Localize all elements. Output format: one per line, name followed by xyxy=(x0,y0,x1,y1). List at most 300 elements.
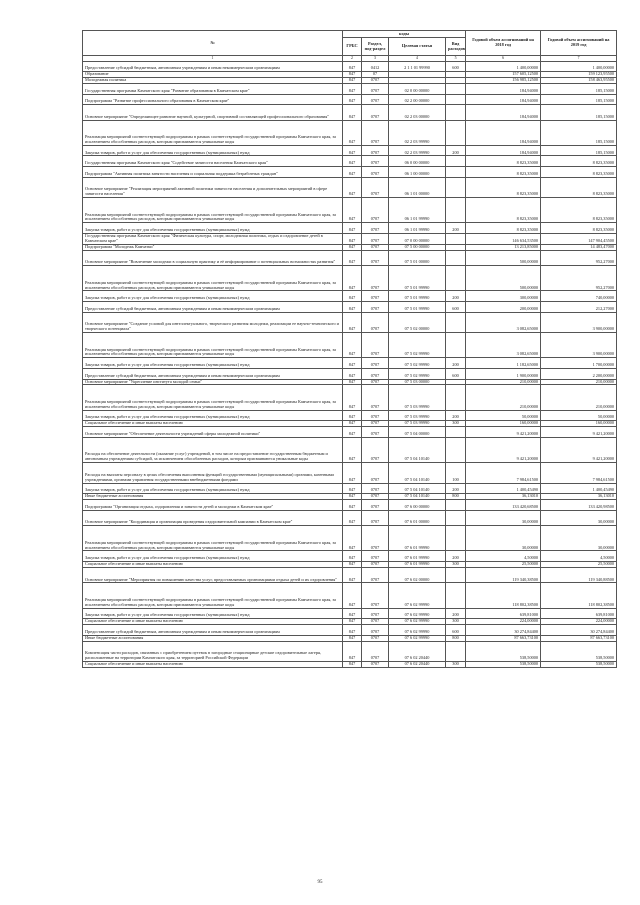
row-amount-2019: 30,00000 xyxy=(541,526,617,551)
row-grbs: 847 xyxy=(343,145,362,156)
row-name: Реализация мероприятий соответствующей подпрограммы в рамках соответствующей государственной программы Камчатского края, за исключением обособленных расходов, которым присваиваются уникальные коды xyxy=(83,198,343,223)
row-target-article: 06 0 00 00000 xyxy=(389,156,446,167)
row-amount-2018: 8 823,35000 xyxy=(466,223,541,234)
row-amount-2019: 8 823,35000 xyxy=(541,198,617,223)
table-row xyxy=(83,625,617,636)
header-codes: коды xyxy=(343,31,466,38)
table-row xyxy=(83,250,617,266)
row-section: 0707 xyxy=(362,662,389,668)
row-target-article: 07 5 04 10140 xyxy=(389,483,446,494)
row-amount-2018: 118 802,38500 xyxy=(466,583,541,608)
row-grbs: 847 xyxy=(343,510,362,526)
row-amount-2019: 185,15000 xyxy=(541,83,617,94)
row-target-article: 07 5 02 00000 xyxy=(389,312,446,332)
row-amount-2018: 8 823,35000 xyxy=(466,177,541,197)
row-amount-2019: 118 802,38500 xyxy=(541,583,617,608)
row-name: Государственная программа Камчатского края "Развитие образования в Камчатском крае" xyxy=(83,83,343,94)
row-name: Реализация мероприятий соответствующей подпрограммы в рамках соответствующей государственной программы Камчатского края, за исключением обособленных расходов, которым присваиваются уникальные коды xyxy=(83,526,343,551)
row-expense-type: 200 xyxy=(446,608,466,619)
row-expense-type xyxy=(446,385,466,410)
table-row xyxy=(83,410,617,421)
table-row xyxy=(83,437,617,462)
col-number: 6 xyxy=(466,56,541,62)
row-amount-2019: 8 823,35000 xyxy=(541,156,617,167)
row-name: Реализация мероприятий соответствующей подпрограммы в рамках соответствующей государственной программы Камчатского края, за исключением обособленных расходов, которым присваиваются уникальные коды xyxy=(83,583,343,608)
row-expense-type xyxy=(446,266,466,291)
row-target-article: 02 2 00 00000 xyxy=(389,94,446,105)
row-expense-type: 600 xyxy=(446,368,466,379)
row-expense-type xyxy=(446,198,466,223)
row-target-article: 07 6 02 20440 xyxy=(389,662,446,668)
table-row xyxy=(83,120,617,145)
row-name: Расходы на выплаты персоналу в целях обеспечения выполнения функций государственными (муниципальными) органами, казенными учреждениями, органами управления государственными внебюджетными фондами xyxy=(83,463,343,483)
table-body xyxy=(83,56,617,668)
row-section: 0707 xyxy=(362,291,389,302)
table-row xyxy=(83,551,617,562)
row-name: Образование xyxy=(83,72,343,78)
row-expense-type xyxy=(446,167,466,178)
row-section: 0707 xyxy=(362,526,389,551)
row-amount-2018: 146 634,53500 xyxy=(466,233,541,244)
row-name: Предоставление субсидий бюджетным, автономным учреждениям и иным некоммерческим организациям xyxy=(83,625,343,636)
row-target-article: 02 2 03 99990 xyxy=(389,145,446,156)
row-amount-2018: 184,94000 xyxy=(466,120,541,145)
row-target-article: 07 6 02 99990 xyxy=(389,635,446,641)
row-section: 0707 xyxy=(362,583,389,608)
row-amount-2018: 210,00000 xyxy=(466,385,541,410)
row-target-article: 07 5 01 00000 xyxy=(389,250,446,266)
row-amount-2019: 538,50000 xyxy=(541,641,617,661)
row-name: Предоставление субсидий бюджетным, автономным учреждениям и иным некоммерческим организациям xyxy=(83,368,343,379)
row-amount-2018: 3 082,65000 xyxy=(466,333,541,358)
row-section: 0707 xyxy=(362,463,389,483)
row-section: 0707 xyxy=(362,567,389,583)
row-section: 0707 xyxy=(362,302,389,313)
row-section: 0707 xyxy=(362,333,389,358)
row-name: Социальное обеспечение и иные выплаты населению xyxy=(83,421,343,427)
row-amount-2019: 1 400,00000 xyxy=(541,61,617,72)
row-target-article: 07 6 01 99990 xyxy=(389,526,446,551)
row-grbs: 847 xyxy=(343,379,362,385)
row-section: 0707 xyxy=(362,619,389,625)
row-grbs: 847 xyxy=(343,526,362,551)
table-row xyxy=(83,266,617,291)
row-section: 0707 xyxy=(362,635,389,641)
row-target-article: 07 5 03 00000 xyxy=(389,379,446,385)
row-expense-type: 800 xyxy=(446,635,466,641)
row-expense-type xyxy=(446,83,466,94)
col-number: 2 xyxy=(343,56,362,62)
row-amount-2019: 9 421,20000 xyxy=(541,437,617,462)
row-grbs: 847 xyxy=(343,583,362,608)
row-section: 0707 xyxy=(362,608,389,619)
row-section: 07 xyxy=(362,72,389,78)
row-grbs: 847 xyxy=(343,223,362,234)
row-grbs: 847 xyxy=(343,358,362,369)
col-number: 7 xyxy=(541,56,617,62)
row-section: 0707 xyxy=(362,500,389,511)
row-section: 0707 xyxy=(362,510,389,526)
row-amount-2019: 224,00000 xyxy=(541,619,617,625)
row-name: Основное мероприятие "Определяющее развитие научной, культурной, спортивной составляющей профессионального образования" xyxy=(83,105,343,121)
row-target-article: 07 5 01 99990 xyxy=(389,302,446,313)
table-row xyxy=(83,463,617,483)
table-row xyxy=(83,233,617,244)
row-section: 0707 xyxy=(362,551,389,562)
row-target-article: 07 6 02 99990 xyxy=(389,583,446,608)
header-grbs: ГРБС xyxy=(343,38,362,56)
row-amount-2018: 25,50000 xyxy=(466,562,541,568)
row-grbs: 847 xyxy=(343,78,362,84)
row-grbs: 847 xyxy=(343,233,362,244)
row-amount-2019: 7 984,61500 xyxy=(541,463,617,483)
row-section: 0707 xyxy=(362,94,389,105)
row-target-article: 07 5 03 99990 xyxy=(389,410,446,421)
row-name: Предоставление субсидий бюджетным, автономным учреждениям и иным некоммерческим организациям xyxy=(83,61,343,72)
table-row xyxy=(83,619,617,625)
row-name: Закупка товаров, работ и услуг для обеспечения государственных (муниципальных) нужд xyxy=(83,223,343,234)
row-section: 0707 xyxy=(362,312,389,332)
row-target-article: 02 2 03 00000 xyxy=(389,105,446,121)
row-target-article: 07 5 00 00000 xyxy=(389,244,446,250)
table-row xyxy=(83,156,617,167)
row-section: 0707 xyxy=(362,483,389,494)
row-amount-2019: 210,00000 xyxy=(541,385,617,410)
row-amount-2018: 9 421,20000 xyxy=(466,427,541,438)
table-row xyxy=(83,105,617,121)
row-amount-2019: 158 463,95500 xyxy=(541,78,617,84)
row-name: Реализация мероприятий соответствующей подпрограммы в рамках соответствующей государственной программы Камчатского края, за исключением обособленных расходов, которым присваиваются уникальные коды xyxy=(83,120,343,145)
row-amount-2019: 4,50000 xyxy=(541,551,617,562)
row-name: Реализация мероприятий соответствующей подпрограммы в рамках соответствующей государственной программы Камчатского края, за исключением обособленных расходов, которым присваиваются уникальные коды xyxy=(83,266,343,291)
row-section: 0707 xyxy=(362,358,389,369)
row-name: Закупка товаров, работ и услуг для обеспечения государственных (муниципальных) нужд xyxy=(83,551,343,562)
row-name: Иные бюджетные ассигнования xyxy=(83,494,343,500)
row-expense-type xyxy=(446,583,466,608)
row-amount-2018: 119 340,38500 xyxy=(466,567,541,583)
row-section: 0707 xyxy=(362,427,389,438)
row-expense-type: 600 xyxy=(446,625,466,636)
row-amount-2018: 1 900,00000 xyxy=(466,368,541,379)
row-target-article: 07 5 04 00000 xyxy=(389,427,446,438)
row-section: 0707 xyxy=(362,368,389,379)
row-amount-2019: 30,00000 xyxy=(541,510,617,526)
row-target-article: 07 6 02 99990 xyxy=(389,608,446,619)
row-amount-2018: 500,00000 xyxy=(466,250,541,266)
row-target-article: 06 1 00 00000 xyxy=(389,167,446,178)
row-amount-2018: 30,00000 xyxy=(466,510,541,526)
row-name: Предоставление субсидий бюджетным, автономным учреждениям и иным некоммерческим организациям xyxy=(83,302,343,313)
table-row xyxy=(83,526,617,551)
row-expense-type: 300 xyxy=(446,562,466,568)
row-name: Подпрограмма "Молодежь Камчатки" xyxy=(83,244,343,250)
row-amount-2018: 639,81000 xyxy=(466,608,541,619)
table-row xyxy=(83,333,617,358)
row-target-article: 07 6 02 99990 xyxy=(389,619,446,625)
row-grbs: 847 xyxy=(343,551,362,562)
table-row xyxy=(83,662,617,668)
row-amount-2018: 300,00000 xyxy=(466,291,541,302)
page-number: 95 xyxy=(317,880,323,885)
row-expense-type: 200 xyxy=(446,223,466,234)
row-grbs: 847 xyxy=(343,250,362,266)
row-grbs: 847 xyxy=(343,156,362,167)
row-section: 0707 xyxy=(362,145,389,156)
row-amount-2019: 133 420,98500 xyxy=(541,500,617,511)
row-amount-2018: 184,94000 xyxy=(466,145,541,156)
row-amount-2018: 3 082,65000 xyxy=(466,312,541,332)
row-expense-type xyxy=(446,156,466,167)
row-target-article: 07 6 02 99990 xyxy=(389,625,446,636)
row-expense-type: 800 xyxy=(446,494,466,500)
row-grbs: 847 xyxy=(343,500,362,511)
row-section: 0707 xyxy=(362,177,389,197)
row-amount-2019: 1 400,45490 xyxy=(541,483,617,494)
table-row xyxy=(83,427,617,438)
row-target-article: 06 1 01 00000 xyxy=(389,177,446,197)
row-name: Социальное обеспечение и иные выплаты населению xyxy=(83,619,343,625)
row-target-article: 07 6 02 00000 xyxy=(389,567,446,583)
row-amount-2019: 212,27000 xyxy=(541,302,617,313)
row-name: Расходы на обеспечение деятельности (оказание услуг) учреждений, в том числе на предоставление государственным бюджетным и автономным учреждениям субсидий, за исключением обособленных расходов, которым присваиваются уникальные коды xyxy=(83,437,343,462)
row-amount-2018: 1 400,45490 xyxy=(466,483,541,494)
row-name: Социальное обеспечение и иные выплаты населению xyxy=(83,562,343,568)
table-row xyxy=(83,562,617,568)
row-expense-type: 300 xyxy=(446,619,466,625)
row-section: 0707 xyxy=(362,120,389,145)
row-grbs: 847 xyxy=(343,368,362,379)
row-section: 0707 xyxy=(362,437,389,462)
row-name: Компенсация части расходов, связанных с приобретением путевок в загородные стационарные детские оздоровительные лагеря, расположенные на территории Камчатского края, за территорией Российской Федерации xyxy=(83,641,343,661)
row-grbs: 847 xyxy=(343,625,362,636)
row-expense-type xyxy=(446,105,466,121)
row-name: Закупка товаров, работ и услуг для обеспечения государственных (муниципальных) нужд xyxy=(83,410,343,421)
row-amount-2019: 538,50000 xyxy=(541,662,617,668)
row-target-article: 2 1 1 01 99990 xyxy=(389,61,446,72)
row-amount-2018: 9 421,20000 xyxy=(466,437,541,462)
row-target-article: 02 0 00 00000 xyxy=(389,83,446,94)
row-amount-2019: 740,00000 xyxy=(541,291,617,302)
row-amount-2019: 185,15000 xyxy=(541,105,617,121)
row-expense-type: 200 xyxy=(446,551,466,562)
row-expense-type xyxy=(446,233,466,244)
row-grbs: 847 xyxy=(343,94,362,105)
row-target-article: 07 5 04 10140 xyxy=(389,463,446,483)
table-row xyxy=(83,567,617,583)
row-grbs: 847 xyxy=(343,120,362,145)
row-amount-2018: 30 274,84400 xyxy=(466,625,541,636)
row-target-article: 07 6 01 00000 xyxy=(389,510,446,526)
row-target-article: 07 6 00 00000 xyxy=(389,500,446,511)
row-grbs: 847 xyxy=(343,312,362,332)
row-amount-2018: 87 663,73100 xyxy=(466,635,541,641)
row-amount-2018: 50,00000 xyxy=(466,410,541,421)
row-amount-2018: 7 984,61500 xyxy=(466,463,541,483)
row-target-article: 07 5 01 99990 xyxy=(389,266,446,291)
row-amount-2019: 8 823,35000 xyxy=(541,177,617,197)
table-row xyxy=(83,61,617,72)
row-amount-2019: 160,00000 xyxy=(541,421,617,427)
row-section: 0707 xyxy=(362,625,389,636)
row-amount-2018: 36,13010 xyxy=(466,494,541,500)
row-expense-type: 600 xyxy=(446,302,466,313)
row-target-article: 07 0 00 00000 xyxy=(389,233,446,244)
row-grbs: 847 xyxy=(343,385,362,410)
row-section: 0707 xyxy=(362,83,389,94)
row-name: Государственная программа Камчатского края "Физическая культура, спорт, молодежная политика, отдых и оздоровление детей в Камчатском крае" xyxy=(83,233,343,244)
row-amount-2019: 952,27000 xyxy=(541,250,617,266)
row-expense-type xyxy=(446,94,466,105)
row-section: 0707 xyxy=(362,167,389,178)
row-amount-2018: 156 985,12500 xyxy=(466,78,541,84)
row-grbs: 847 xyxy=(343,641,362,661)
row-section: 0707 xyxy=(362,385,389,410)
row-expense-type xyxy=(446,250,466,266)
row-amount-2019: 9 421,20000 xyxy=(541,427,617,438)
row-section: 0707 xyxy=(362,410,389,421)
row-amount-2019: 119 340,88500 xyxy=(541,567,617,583)
row-name: Основное мероприятие "Мероприятия по повышению качества услуг, предоставляемых организациями отдыха детей и их оздоровления" xyxy=(83,567,343,583)
row-expense-type xyxy=(446,526,466,551)
row-amount-2019: 185,15000 xyxy=(541,145,617,156)
row-section: 0707 xyxy=(362,156,389,167)
row-name: Закупка товаров, работ и услуг для обеспечения государственных (муниципальных) нужд xyxy=(83,358,343,369)
row-name: Реализация мероприятий соответствующей подпрограммы в рамках соответствующей государственной программы Камчатского края, за исключением обособленных расходов, которым присваиваются уникальные коды xyxy=(83,385,343,410)
row-section: 0707 xyxy=(362,421,389,427)
row-amount-2018: 210,00000 xyxy=(466,379,541,385)
row-section: 0707 xyxy=(362,233,389,244)
row-expense-type xyxy=(446,120,466,145)
row-grbs: 847 xyxy=(343,662,362,668)
row-amount-2018: 8 823,35000 xyxy=(466,167,541,178)
row-amount-2018: 30,00000 xyxy=(466,526,541,551)
row-section: 0707 xyxy=(362,78,389,84)
table-row xyxy=(83,145,617,156)
row-expense-type xyxy=(446,427,466,438)
row-expense-type xyxy=(446,500,466,511)
row-expense-type xyxy=(446,177,466,197)
row-name: Основное мероприятие "Укрепление института молодой семьи" xyxy=(83,379,343,385)
table-row xyxy=(83,177,617,197)
row-grbs: 847 xyxy=(343,410,362,421)
row-target-article: 07 6 02 20440 xyxy=(389,641,446,661)
row-section: 0707 xyxy=(362,105,389,121)
row-section: 0707 xyxy=(362,223,389,234)
row-target-article: 07 5 02 99990 xyxy=(389,333,446,358)
row-expense-type: 200 xyxy=(446,358,466,369)
row-target-article: 07 6 01 99990 xyxy=(389,551,446,562)
row-grbs: 847 xyxy=(343,198,362,223)
row-grbs: 847 xyxy=(343,437,362,462)
col-number: 5 xyxy=(446,56,466,62)
row-grbs: 847 xyxy=(343,105,362,121)
row-amount-2019: 3 900,00000 xyxy=(541,312,617,332)
row-grbs: 847 xyxy=(343,244,362,250)
row-target-article: 07 5 03 99990 xyxy=(389,385,446,410)
row-grbs: 847 xyxy=(343,619,362,625)
row-name: Закупка товаров, работ и услуг для обеспечения государственных (муниципальных) нужд xyxy=(83,483,343,494)
table-row xyxy=(83,500,617,511)
row-expense-type xyxy=(446,333,466,358)
row-name: Государственная программа Камчатского края "Содействие занятости населения Камчатского края" xyxy=(83,156,343,167)
row-amount-2019: 25,50000 xyxy=(541,562,617,568)
table-row xyxy=(83,385,617,410)
row-amount-2018: 184,94000 xyxy=(466,105,541,121)
row-grbs: 847 xyxy=(343,562,362,568)
row-grbs: 847 xyxy=(343,291,362,302)
table-row xyxy=(83,223,617,234)
row-grbs: 847 xyxy=(343,83,362,94)
table-row xyxy=(83,421,617,427)
row-name: Подпрограмма "Активная политика занятости населения и социальная поддержка безработных граждан" xyxy=(83,167,343,178)
row-amount-2018: 1 182,65000 xyxy=(466,358,541,369)
row-target-article: 06 1 01 99990 xyxy=(389,198,446,223)
row-amount-2019: 8 823,35000 xyxy=(541,167,617,178)
row-name: Социальное обеспечение и иные выплаты населению xyxy=(83,662,343,668)
table-row xyxy=(83,167,617,178)
row-name: Подпрограмма "Развитие профессионального образования в Камчатском крае" xyxy=(83,94,343,105)
row-amount-2018: 538,50000 xyxy=(466,662,541,668)
row-expense-type: 100 xyxy=(446,463,466,483)
row-section: 0707 xyxy=(362,266,389,291)
table-row xyxy=(83,312,617,332)
row-amount-2018: 224,00000 xyxy=(466,619,541,625)
row-section: 0707 xyxy=(362,250,389,266)
row-amount-2019: 159 123,95500 xyxy=(541,72,617,78)
row-expense-type: 300 xyxy=(446,662,466,668)
table-row xyxy=(83,83,617,94)
table-row xyxy=(83,583,617,608)
row-amount-2019: 147 904,45500 xyxy=(541,233,617,244)
row-amount-2019: 87 663,73100 xyxy=(541,635,617,641)
row-amount-2018: 538,50000 xyxy=(466,641,541,661)
row-amount-2019: 185,15000 xyxy=(541,94,617,105)
row-amount-2019: 639,81000 xyxy=(541,608,617,619)
row-expense-type: 300 xyxy=(446,421,466,427)
row-name: Закупка товаров, работ и услуг для обеспечения государственных (муниципальных) нужд xyxy=(83,608,343,619)
row-name: Закупка товаров, работ и услуг для обеспечения государственных (муниципальных) нужд xyxy=(83,145,343,156)
row-amount-2018: 13 213,85000 xyxy=(466,244,541,250)
row-grbs: 847 xyxy=(343,608,362,619)
row-expense-type: 600 xyxy=(446,61,466,72)
row-section: 0707 xyxy=(362,494,389,500)
table-row xyxy=(83,608,617,619)
row-target-article: 07 5 03 99990 xyxy=(389,421,446,427)
row-expense-type xyxy=(446,312,466,332)
table-row xyxy=(83,291,617,302)
row-name: Основное мероприятие "Вовлечение молодежи в социальную практику и её информирование о потенциальных возможностях развития" xyxy=(83,250,343,266)
row-amount-2018: 8 823,35000 xyxy=(466,156,541,167)
row-section: 0707 xyxy=(362,244,389,250)
row-name: Основное мероприятие "Координация и организация проведения оздоровительной кампании в Камчатском крае" xyxy=(83,510,343,526)
row-name: Основное мероприятие "Создание условий для интеллектуального, творческого развития молодежи, реализации ее научно-технического и творческого потенциала" xyxy=(83,312,343,332)
header-2018: Годовой объем ассигнований на 2018 год xyxy=(466,31,541,56)
header-exp-type: Вид расходов xyxy=(446,38,466,56)
row-expense-type xyxy=(446,567,466,583)
table-row xyxy=(83,94,617,105)
row-grbs: 847 xyxy=(343,483,362,494)
col-number: 1 xyxy=(83,56,343,62)
row-name: Иные бюджетные ассигнования xyxy=(83,635,343,641)
row-target-article: 07 5 04 10140 xyxy=(389,437,446,462)
row-name: Закупка товаров, работ и услуг для обеспечения государственных (муниципальных) нужд xyxy=(83,291,343,302)
row-grbs: 847 xyxy=(343,167,362,178)
row-target-article: 06 1 01 99990 xyxy=(389,223,446,234)
row-section: 0412 xyxy=(362,61,389,72)
row-grbs: 847 xyxy=(343,427,362,438)
row-amount-2018: 157 605,12500 xyxy=(466,72,541,78)
row-amount-2019: 952,27000 xyxy=(541,266,617,291)
